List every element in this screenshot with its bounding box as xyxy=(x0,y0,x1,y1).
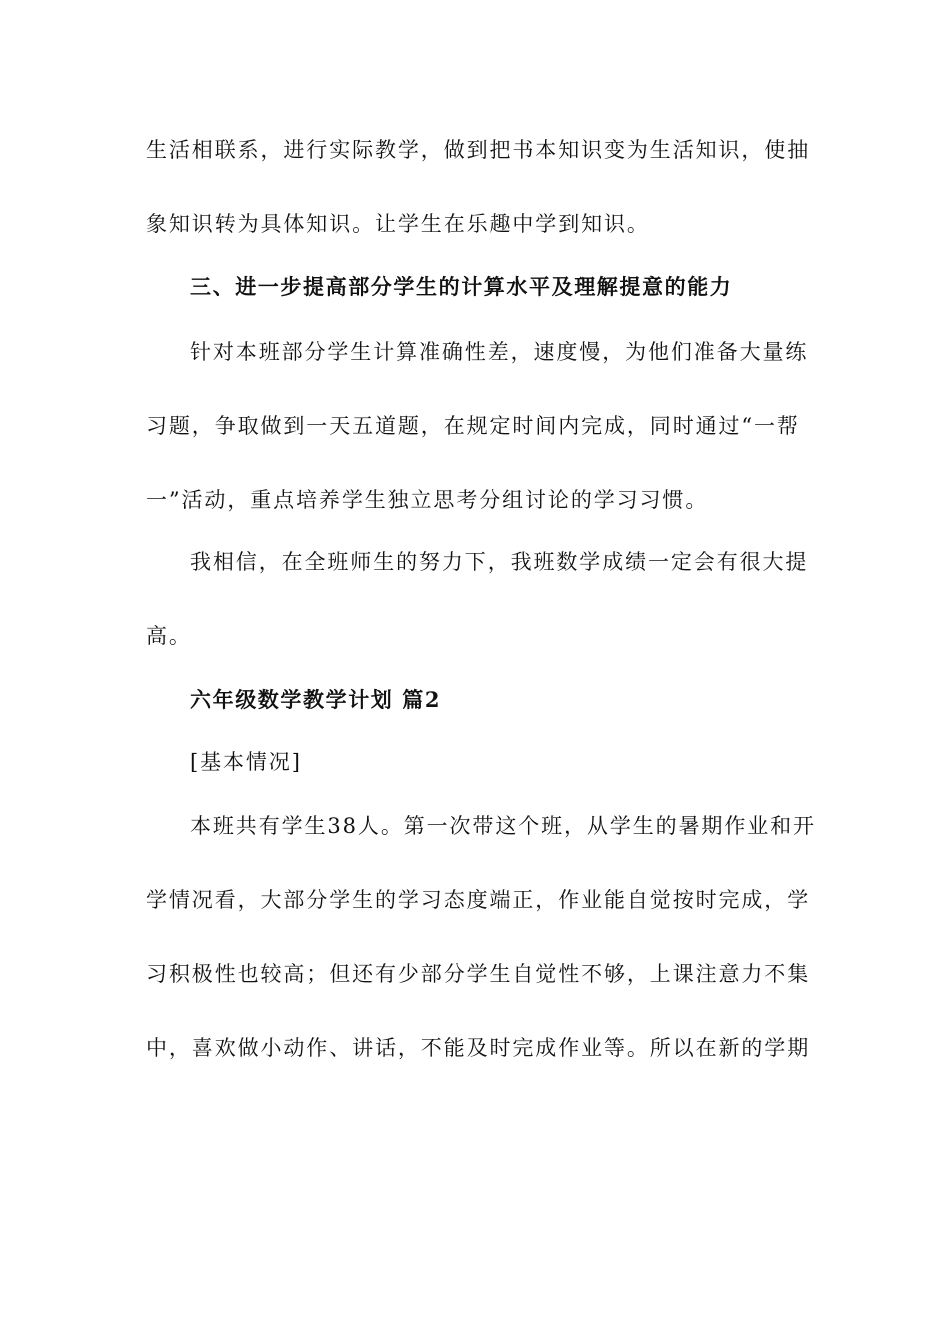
body-text-line: 习积极性也较高；但还有少部分学生自觉性不够，上课注意力不集 xyxy=(146,962,811,986)
body-text-line: 一”活动，重点培养学生独立思考分组讨论的学习习惯。 xyxy=(146,488,709,512)
body-text-line: 学情况看，大部分学生的学习态度端正，作业能自觉按时完成，学 xyxy=(146,888,811,912)
body-text-line: 习题，争取做到一天五道题，在规定时间内完成，同时通过“一帮 xyxy=(146,414,800,438)
document-title: 六年级数学教学计划 篇2 xyxy=(190,687,442,712)
section-label: [基本情况] xyxy=(190,750,302,774)
body-text-line: 中，喜欢做小动作、讲话，不能及时完成作业等。所以在新的学期 xyxy=(146,1036,811,1060)
body-text-line: 高。 xyxy=(146,624,192,648)
body-text-line: 本班共有学生38人。第一次带这个班，从学生的暑期作业和开 xyxy=(190,814,816,838)
body-text-line: 我相信，在全班师生的努力下，我班数学成绩一定会有很大提 xyxy=(190,550,809,574)
body-text-line: 生活相联系，进行实际教学，做到把书本知识变为生活知识，使抽 xyxy=(146,138,811,162)
body-text-line: 象知识转为具体知识。让学生在乐趣中学到知识。 xyxy=(146,212,650,236)
body-text-line: 针对本班部分学生计算准确性差，速度慢，为他们准备大量练 xyxy=(190,340,809,364)
section-heading: 三、进一步提高部分学生的计算水平及理解提意的能力 xyxy=(190,274,733,299)
